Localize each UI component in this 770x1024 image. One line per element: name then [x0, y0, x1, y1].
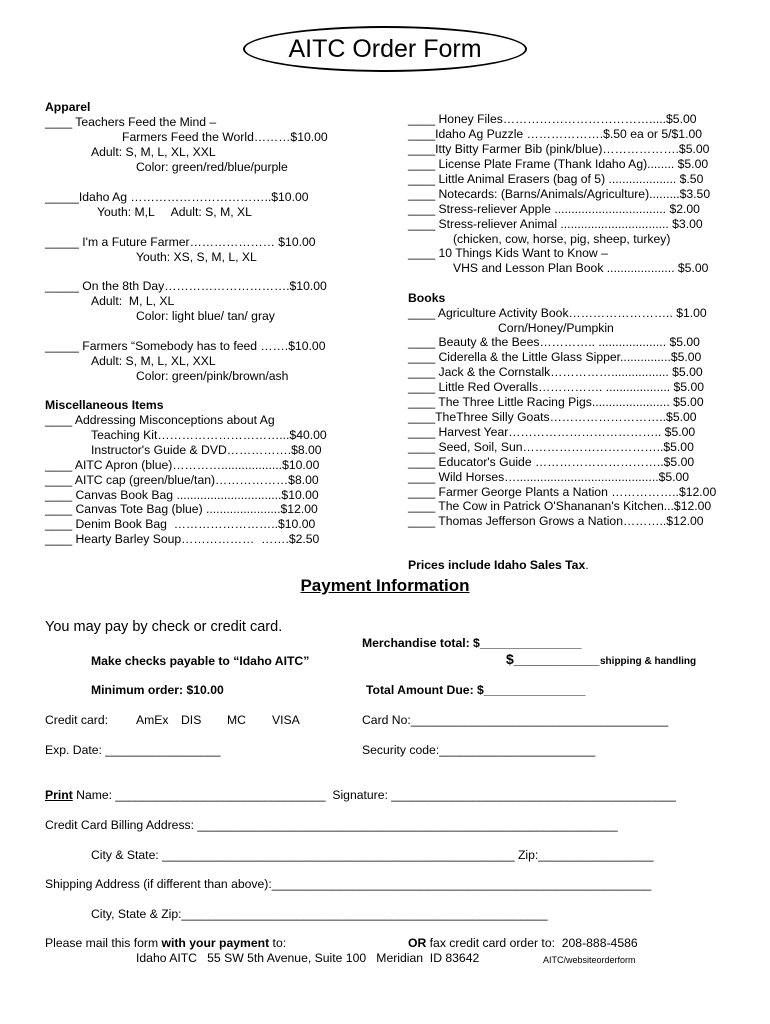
item-line: ____ Little Animal Erasers (bag of 5) .................... $.50 — [408, 172, 704, 186]
book-line: ____ Wild Horses…..........................................$5.00 — [408, 470, 690, 484]
book-line: ____ Beauty & the Bees………….. .................... $5.00 — [408, 335, 700, 349]
total-due-field[interactable]: Total Amount Due: $_______________ — [366, 683, 586, 697]
card-option-visa[interactable]: VISA — [272, 713, 300, 727]
book-line: ____ Seed, Soil, Sun……………………………..$5.00 — [408, 440, 694, 454]
book-line: ____ Harvest Year……………………………….. $5.00 — [408, 425, 696, 439]
item-line: ____Idaho Ag Puzzle ……………….$.50 ea or 5/$1.00 — [408, 127, 703, 141]
fax-instructions: OR fax credit card order to: 208-888-4586 — [408, 936, 638, 950]
misc-line: ____ AITC Apron (blue)…………..................$10.00 — [45, 458, 320, 472]
card-option-mc[interactable]: MC — [227, 713, 246, 727]
misc-line: ____ AITC cap (green/blue/tan)………………$8.00 — [45, 473, 319, 487]
book-line: ____ Thomas Jefferson Grows a Nation………..$12.00 — [408, 514, 704, 528]
apparel-line: Farmers Feed the World………$10.00 — [122, 130, 328, 144]
books-heading: Books — [408, 291, 446, 305]
apparel-line: Color: green/pink/brown/ash — [136, 369, 289, 383]
shipping-address-field[interactable]: Shipping Address (if different than above):________________________________________________________ — [45, 877, 652, 891]
misc-line: ____ Hearty Barley Soup……………… …….$2.50 — [45, 532, 320, 546]
minimum-order-note: Minimum order: $10.00 — [91, 683, 224, 697]
card-option-amex[interactable]: AmEx — [136, 713, 169, 727]
apparel-line: _____ Farmers “Somebody has to feed …….$10.00 — [45, 339, 326, 353]
item-line: VHS and Lesson Plan Book .................... $5.00 — [453, 261, 709, 275]
misc-line: ____ Canvas Tote Bag (blue) ......................$12.00 — [45, 502, 318, 516]
book-line: ____TheThree Silly Goats………………………..$5.00 — [408, 410, 697, 424]
misc-line: ____ Canvas Book Bag ...............................$10.00 — [45, 488, 319, 502]
book-line: ____ Educator's Guide …………………………..$5.00 — [408, 455, 695, 469]
book-line: ____ The Cow in Patrick O'Shananan's Kitchen...$12.00 — [408, 499, 712, 513]
exp-date-field[interactable]: Exp. Date: _________________ — [45, 743, 221, 757]
mail-instructions: Please mail this form with your payment to: — [45, 936, 287, 950]
merchandise-total-field[interactable]: Merchandise total: $_______________ — [362, 636, 582, 650]
shipping-city-state-zip-field[interactable]: City, State & Zip:______________________________________________________ — [91, 907, 548, 921]
misc-line: Teaching Kit…………………………...$40.00 — [91, 428, 327, 442]
misc-line: ____ Denim Book Bag ……………………..$10.00 — [45, 517, 316, 531]
form-code: AITC/websiteorderform — [543, 955, 636, 965]
item-line: ____ Honey Files……………………………….....$5.00 — [408, 112, 697, 126]
checks-payable-note: Make checks payable to “Idaho AITC” — [91, 654, 310, 668]
city-state-zip-field[interactable]: City & State: ____________________________________________________ Zip:_________________ — [91, 848, 654, 862]
billing-address-field[interactable]: Credit Card Billing Address: ______________________________________________________________ — [45, 818, 618, 832]
book-line: ____ Agriculture Activity Book…………………….. $1.00 — [408, 306, 707, 320]
payment-heading: Payment Information — [300, 576, 470, 595]
item-line: ____Itty Bitty Farmer Bib (pink/blue)……………….$5.00 — [408, 142, 710, 156]
misc-line: Instructor's Guide & DVD…………….$8.00 — [91, 443, 322, 457]
apparel-line: _____ I'm a Future Farmer………………… $10.00 — [45, 235, 316, 249]
book-line: ____ Jack & the Cornstalk……………................. $5.00 — [408, 365, 703, 379]
item-line: ____ Stress-reliever Animal ................................ $3.00 — [408, 217, 703, 231]
payment-intro: You may pay by check or credit card. — [45, 619, 283, 635]
item-line: ____ 10 Things Kids Want to Know – — [408, 246, 608, 260]
apparel-line: Adult: S, M, L, XL, XXL — [91, 354, 216, 368]
apparel-line: Adult: S, M, L, XL, XXL — [91, 145, 216, 159]
misc-line: ____ Addressing Misconceptions about Ag — [45, 413, 275, 427]
misc-heading: Miscellaneous Items — [45, 398, 164, 412]
apparel-line: Adult: M, L, XL — [91, 294, 175, 308]
apparel-line: Color: light blue/ tan/ gray — [136, 309, 275, 323]
print-label: Print — [45, 788, 73, 802]
card-option-dis[interactable]: DIS — [181, 713, 202, 727]
page-title: AITC Order Form — [288, 35, 482, 63]
book-line: ____ Farmer George Plants a Nation ……………..$12.00 — [408, 485, 717, 499]
item-line: ____ Stress-reliever Apple ................................. $2.00 — [408, 202, 700, 216]
apparel-heading: Apparel — [45, 100, 91, 114]
item-line: ____ License Plate Frame (Thank Idaho Ag)........ $5.00 — [408, 157, 709, 171]
shipping-label: shipping & handling — [600, 656, 697, 667]
apparel-line: Color: green/red/blue/purple — [136, 160, 288, 174]
apparel-line: _____ On the 8th Day………………………….$10.00 — [45, 279, 327, 293]
book-line: Corn/Honey/Pumpkin — [498, 321, 614, 335]
apparel-line: _____Idaho Ag ……………………………..$10.00 — [45, 190, 309, 204]
security-code-field[interactable]: Security code:_______________________ — [362, 743, 596, 757]
item-line: ____ Notecards: (Barns/Animals/Agriculture).........$3.50 — [408, 187, 711, 201]
card-number-field[interactable]: Card No:______________________________________ — [362, 713, 669, 727]
apparel-line: Youth: M,L Adult: S, M, XL — [97, 205, 252, 219]
item-line: (chicken, cow, horse, pig, sheep, turkey) — [453, 232, 671, 246]
tax-note: Prices include Idaho Sales Tax. — [408, 558, 589, 572]
book-line: ____ Little Red Overalls……………. ................... $5.00 — [408, 380, 704, 394]
book-line: ____ Ciderella & the Little Glass Sipper...............$5.00 — [408, 350, 702, 364]
name-signature-line[interactable]: Print Name: _______________________________ Signature: __________________________________________ — [45, 788, 676, 802]
credit-card-label: Credit card: — [45, 713, 108, 727]
shipping-amount-field[interactable]: $___________ — [506, 651, 600, 667]
book-line: ____ The Three Little Racing Pigs....................... $5.00 — [408, 395, 704, 409]
apparel-line: ____ Teachers Feed the Mind – — [45, 115, 217, 129]
mailing-address: Idaho AITC 55 SW 5th Avenue, Suite 100 Meridian ID 83642 — [136, 951, 480, 965]
apparel-line: Youth: XS, S, M, L, XL — [136, 250, 257, 264]
